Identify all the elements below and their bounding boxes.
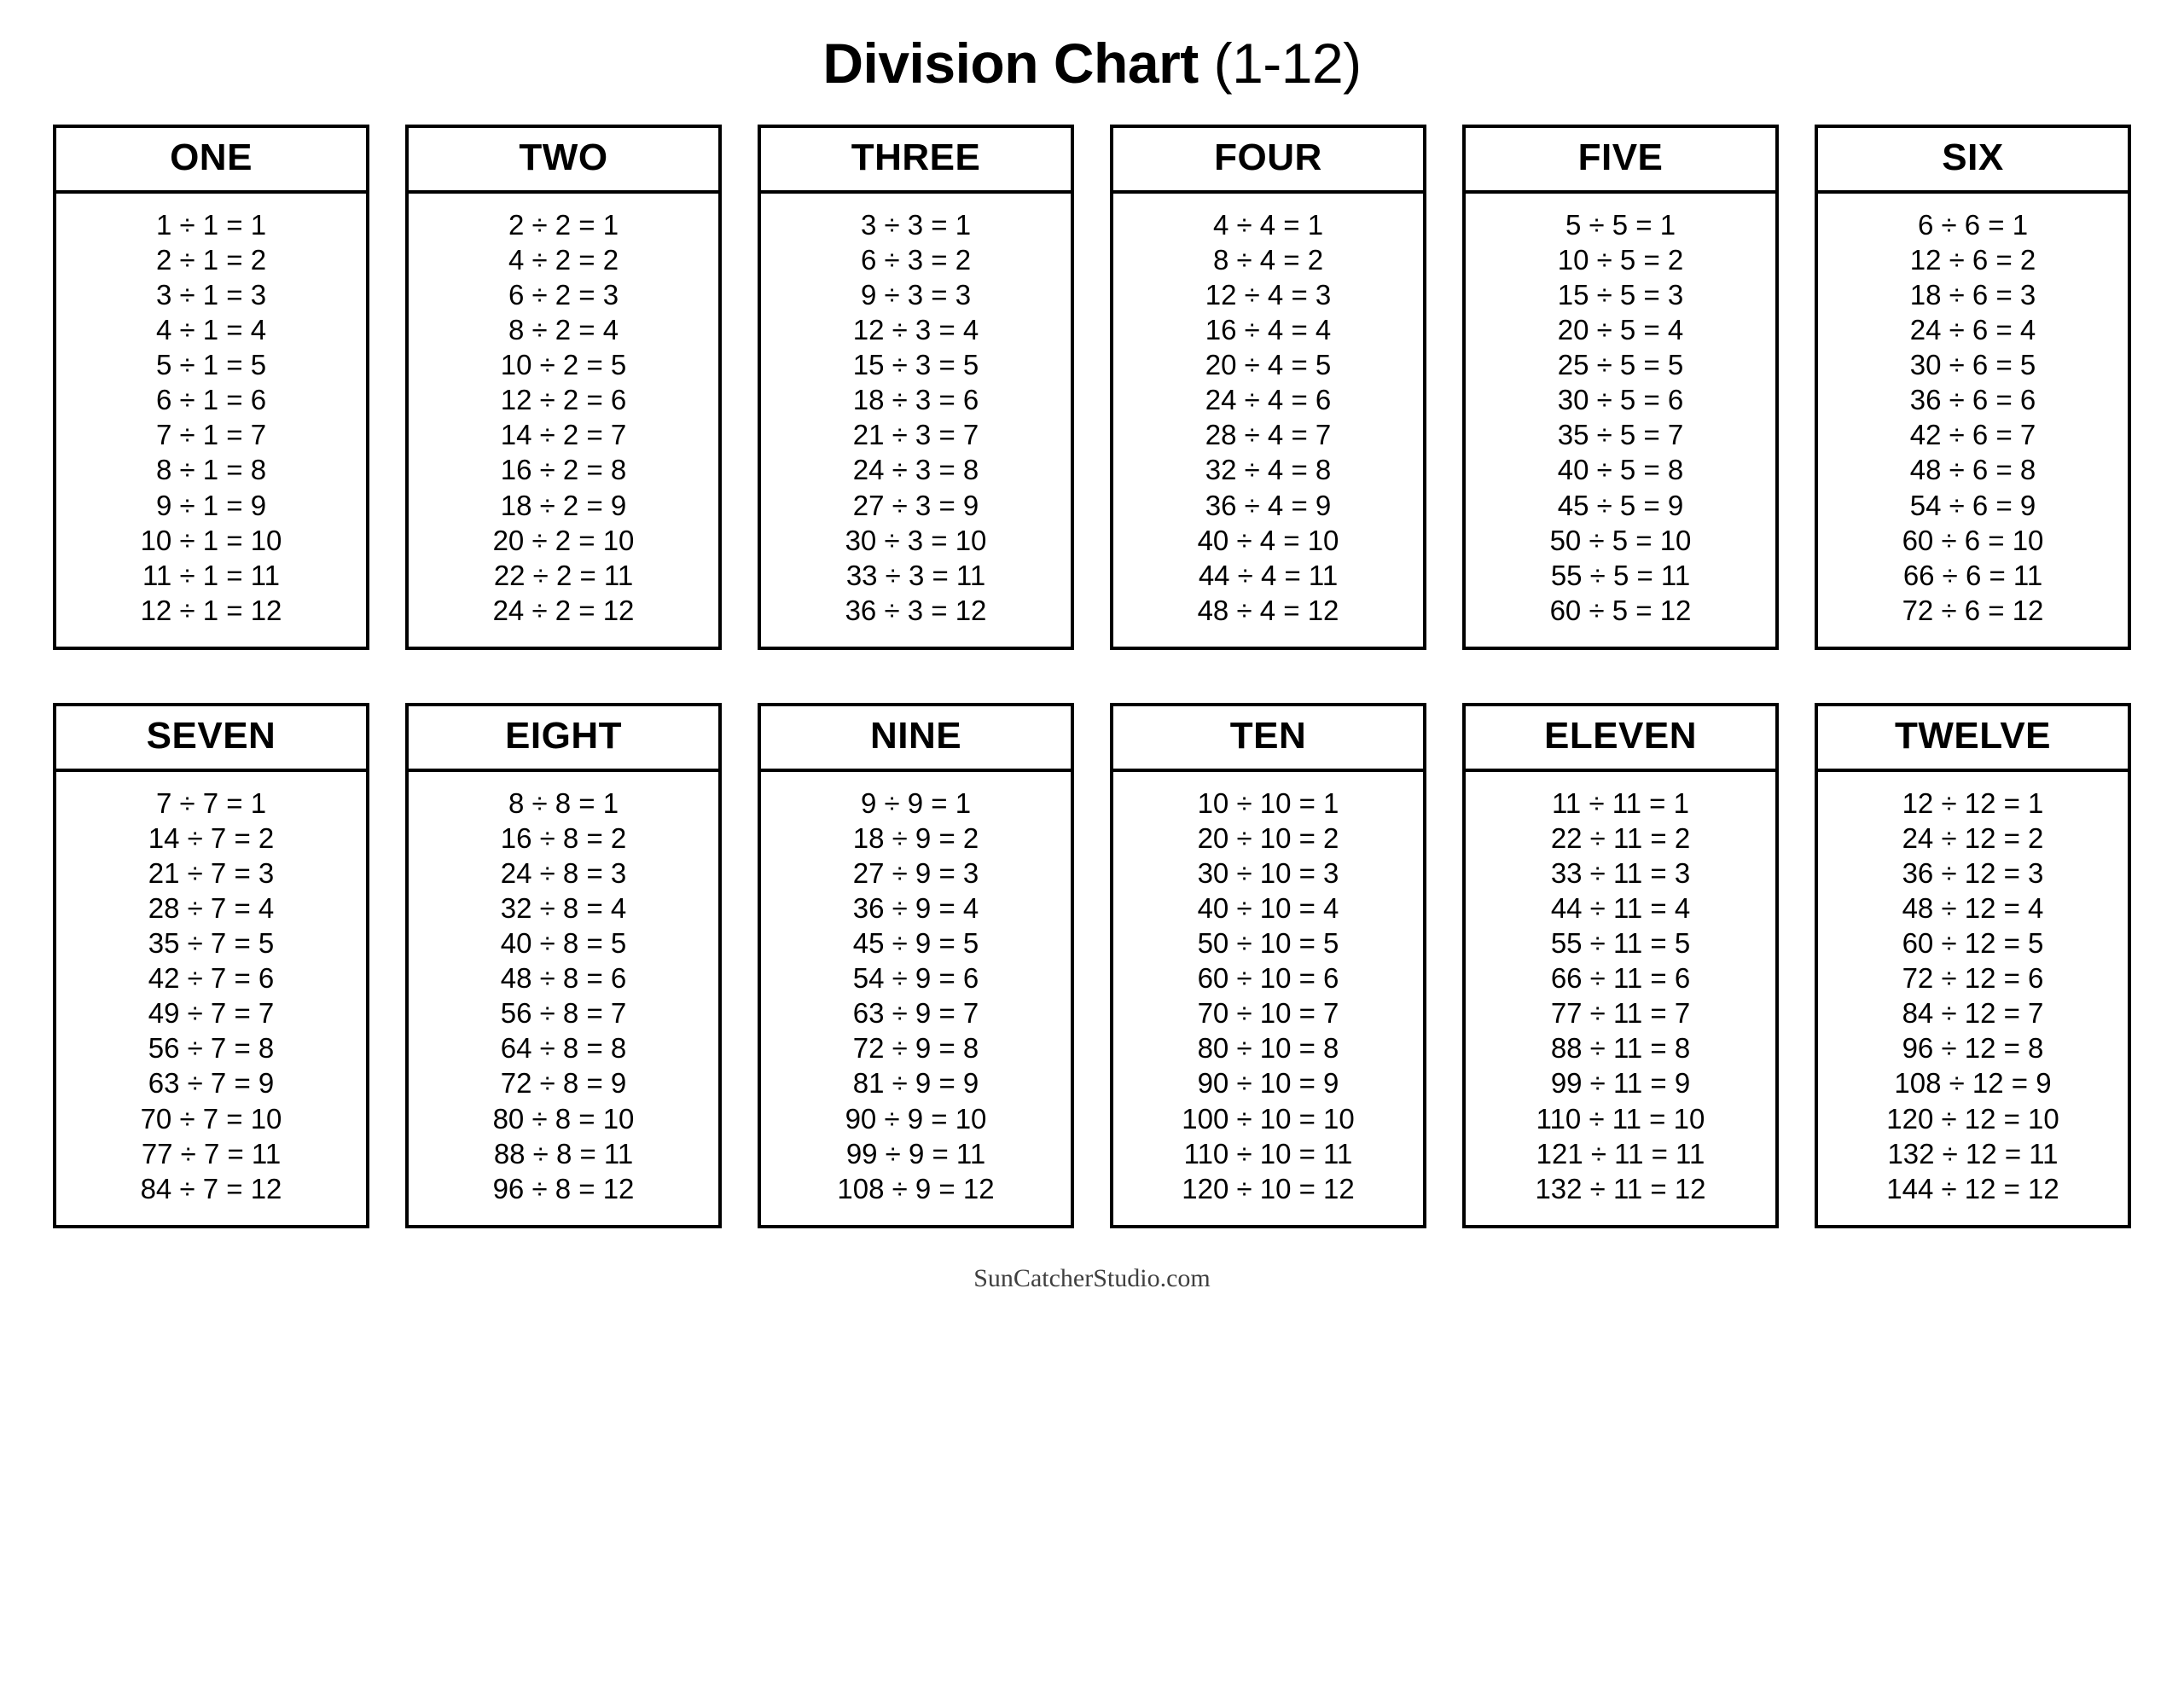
- division-fact-row: 7 ÷ 1 = 7: [155, 419, 267, 451]
- division-fact-row: 90 ÷ 10 = 9: [1197, 1067, 1339, 1100]
- division-fact-row: 20 ÷ 4 = 5: [1205, 349, 1332, 381]
- division-fact-row: 40 ÷ 8 = 5: [500, 927, 627, 960]
- division-fact-row: 10 ÷ 2 = 5: [500, 349, 627, 381]
- division-fact-row: 24 ÷ 3 = 8: [852, 454, 979, 486]
- division-fact-row: 18 ÷ 2 = 9: [500, 489, 627, 521]
- division-fact-row: 35 ÷ 7 = 5: [148, 927, 275, 960]
- division-fact-row: 11 ÷ 11 = 1: [1552, 786, 1689, 819]
- division-table-card: [758, 125, 1074, 650]
- division-fact-row: 48 ÷ 8 = 6: [500, 962, 627, 995]
- division-fact-row: 10 ÷ 10 = 1: [1197, 786, 1339, 819]
- division-fact-row: 22 ÷ 2 = 11: [493, 559, 634, 591]
- division-fact-row: 40 ÷ 10 = 4: [1197, 892, 1339, 925]
- division-fact-row: 96 ÷ 8 = 12: [492, 1172, 635, 1204]
- division-fact-row: 100 ÷ 10 = 10: [1182, 1102, 1355, 1135]
- division-fact-row: 48 ÷ 6 = 8: [1909, 454, 2036, 486]
- division-fact-row: 3 ÷ 1 = 3: [155, 279, 267, 311]
- division-fact-row: 88 ÷ 8 = 11: [493, 1137, 634, 1169]
- division-table-body: [1818, 194, 2128, 647]
- division-fact-row: 99 ÷ 9 = 11: [845, 1137, 986, 1169]
- division-table-card: [1110, 703, 1426, 1228]
- division-fact-row: 55 ÷ 11 = 5: [1550, 927, 1691, 960]
- division-fact-row: 99 ÷ 11 = 9: [1550, 1067, 1691, 1100]
- division-fact-row: 12 ÷ 12 = 1: [1902, 786, 2044, 819]
- division-fact-row: 3 ÷ 3 = 1: [860, 208, 972, 241]
- division-fact-row: 9 ÷ 1 = 9: [155, 489, 267, 521]
- division-fact-row: 15 ÷ 5 = 3: [1557, 279, 1684, 311]
- division-table-header: TWO: [409, 128, 718, 194]
- division-table-card: [758, 703, 1074, 1228]
- division-fact-row: 4 ÷ 1 = 4: [155, 314, 267, 346]
- division-table-body: [56, 194, 366, 647]
- division-table-body: [409, 194, 718, 647]
- division-fact-row: 8 ÷ 4 = 2: [1212, 243, 1324, 276]
- division-fact-row: 108 ÷ 12 = 9: [1894, 1067, 2052, 1100]
- division-fact-row: 84 ÷ 7 = 12: [140, 1172, 282, 1204]
- division-fact-row: 9 ÷ 3 = 3: [860, 279, 972, 311]
- division-fact-row: 132 ÷ 12 = 11: [1887, 1137, 2059, 1169]
- division-fact-row: 30 ÷ 3 = 10: [845, 524, 987, 556]
- division-fact-row: 36 ÷ 3 = 12: [845, 594, 987, 626]
- division-fact-row: 80 ÷ 8 = 10: [492, 1102, 635, 1135]
- division-table-body: [1466, 194, 1775, 647]
- division-table-card: [53, 703, 369, 1228]
- division-fact-row: 60 ÷ 5 = 12: [1549, 594, 1692, 626]
- division-table-card: [1462, 703, 1779, 1228]
- division-fact-row: 80 ÷ 10 = 8: [1197, 1032, 1339, 1065]
- division-fact-row: 56 ÷ 8 = 7: [500, 997, 627, 1030]
- division-fact-row: 120 ÷ 12 = 10: [1886, 1102, 2059, 1135]
- division-fact-row: 110 ÷ 11 = 10: [1536, 1102, 1705, 1135]
- division-fact-row: 24 ÷ 8 = 3: [500, 857, 627, 889]
- division-fact-row: 20 ÷ 2 = 10: [492, 524, 635, 556]
- division-fact-row: 6 ÷ 2 = 3: [508, 279, 619, 311]
- division-fact-row: 15 ÷ 3 = 5: [852, 349, 979, 381]
- division-fact-row: 66 ÷ 11 = 6: [1550, 962, 1691, 995]
- page-title: [53, 32, 2131, 96]
- division-fact-row: 50 ÷ 5 = 10: [1549, 524, 1692, 556]
- division-table-card: [405, 703, 722, 1228]
- page-title-range: (1-12): [1213, 32, 1362, 95]
- division-fact-row: 32 ÷ 8 = 4: [500, 892, 627, 925]
- division-fact-row: 42 ÷ 7 = 6: [148, 962, 275, 995]
- division-fact-row: 36 ÷ 6 = 6: [1909, 384, 2036, 416]
- division-fact-row: 121 ÷ 11 = 11: [1536, 1137, 1705, 1169]
- division-table-card: [1815, 703, 2131, 1228]
- division-table-card: [1815, 125, 2131, 650]
- division-fact-row: 16 ÷ 8 = 2: [500, 821, 627, 854]
- division-fact-row: 30 ÷ 6 = 5: [1909, 349, 2036, 381]
- division-table-body: [1818, 772, 2128, 1225]
- division-fact-row: 20 ÷ 5 = 4: [1557, 314, 1684, 346]
- division-fact-row: 8 ÷ 2 = 4: [508, 314, 619, 346]
- division-fact-row: 32 ÷ 4 = 8: [1205, 454, 1332, 486]
- division-fact-row: 4 ÷ 2 = 2: [508, 243, 619, 276]
- division-fact-row: 40 ÷ 4 = 10: [1197, 524, 1339, 556]
- division-fact-row: 8 ÷ 8 = 1: [508, 786, 619, 819]
- division-fact-row: 60 ÷ 12 = 5: [1902, 927, 2044, 960]
- division-fact-row: 48 ÷ 4 = 12: [1197, 594, 1339, 626]
- division-fact-row: 5 ÷ 5 = 1: [1565, 208, 1676, 241]
- division-table-body: [1113, 194, 1423, 647]
- division-table-card: [53, 125, 369, 650]
- division-table-header: EIGHT: [409, 706, 718, 772]
- division-table-body: [1113, 772, 1423, 1225]
- division-fact-row: 28 ÷ 7 = 4: [148, 892, 275, 925]
- division-fact-row: 36 ÷ 9 = 4: [852, 892, 979, 925]
- division-fact-row: 72 ÷ 9 = 8: [852, 1032, 979, 1065]
- division-fact-row: 24 ÷ 4 = 6: [1205, 384, 1332, 416]
- division-fact-row: 36 ÷ 4 = 9: [1205, 489, 1332, 521]
- division-fact-row: 33 ÷ 3 = 11: [845, 559, 986, 591]
- division-fact-row: 10 ÷ 5 = 2: [1557, 243, 1684, 276]
- division-fact-row: 10 ÷ 1 = 10: [140, 524, 282, 556]
- division-fact-row: 18 ÷ 3 = 6: [852, 384, 979, 416]
- division-fact-row: 50 ÷ 10 = 5: [1197, 927, 1339, 960]
- division-fact-row: 77 ÷ 7 = 11: [141, 1137, 282, 1169]
- division-fact-row: 33 ÷ 11 = 3: [1550, 857, 1691, 889]
- division-fact-row: 66 ÷ 6 = 11: [1902, 559, 2043, 591]
- division-fact-row: 96 ÷ 12 = 8: [1902, 1032, 2044, 1065]
- division-table-card: [405, 125, 722, 650]
- division-fact-row: 88 ÷ 11 = 8: [1550, 1032, 1691, 1065]
- division-fact-row: 40 ÷ 5 = 8: [1557, 454, 1684, 486]
- division-fact-row: 12 ÷ 6 = 2: [1909, 243, 2036, 276]
- division-fact-row: 25 ÷ 5 = 5: [1557, 349, 1684, 381]
- division-fact-row: 18 ÷ 6 = 3: [1909, 279, 2036, 311]
- division-table-body: [409, 772, 718, 1225]
- division-fact-row: 110 ÷ 10 = 11: [1183, 1137, 1353, 1169]
- division-fact-row: 6 ÷ 3 = 2: [860, 243, 972, 276]
- division-table-header: THREE: [761, 128, 1071, 194]
- division-fact-row: 49 ÷ 7 = 7: [148, 997, 275, 1030]
- division-fact-row: 9 ÷ 9 = 1: [860, 786, 972, 819]
- division-fact-row: 44 ÷ 11 = 4: [1550, 892, 1691, 925]
- division-fact-row: 120 ÷ 10 = 12: [1182, 1172, 1355, 1204]
- division-fact-row: 24 ÷ 6 = 4: [1909, 314, 2036, 346]
- division-fact-row: 63 ÷ 7 = 9: [148, 1067, 275, 1100]
- division-fact-row: 8 ÷ 1 = 8: [155, 454, 267, 486]
- division-fact-row: 35 ÷ 5 = 7: [1557, 419, 1684, 451]
- division-fact-row: 24 ÷ 12 = 2: [1902, 821, 2044, 854]
- division-fact-row: 12 ÷ 3 = 4: [852, 314, 979, 346]
- division-fact-row: 132 ÷ 11 = 12: [1535, 1172, 1706, 1204]
- division-fact-row: 54 ÷ 6 = 9: [1909, 489, 2036, 521]
- division-fact-row: 36 ÷ 12 = 3: [1902, 857, 2044, 889]
- division-fact-row: 2 ÷ 2 = 1: [508, 208, 619, 241]
- division-fact-row: 72 ÷ 8 = 9: [500, 1067, 627, 1100]
- division-table-header: SEVEN: [56, 706, 366, 772]
- division-fact-row: 30 ÷ 10 = 3: [1197, 857, 1339, 889]
- division-table-body: [56, 772, 366, 1225]
- division-fact-row: 56 ÷ 7 = 8: [148, 1032, 275, 1065]
- division-table-card: [1110, 125, 1426, 650]
- division-fact-row: 4 ÷ 4 = 1: [1212, 208, 1324, 241]
- division-table-header: SIX: [1818, 128, 2128, 194]
- division-table-header: TEN: [1113, 706, 1423, 772]
- division-fact-row: 60 ÷ 10 = 6: [1197, 962, 1339, 995]
- footer-credit: SunCatcherStudio.com: [973, 1263, 1211, 1292]
- division-fact-row: 30 ÷ 5 = 6: [1557, 384, 1684, 416]
- division-fact-row: 14 ÷ 2 = 7: [500, 419, 627, 451]
- division-fact-row: 55 ÷ 5 = 11: [1550, 559, 1691, 591]
- division-fact-row: 1 ÷ 1 = 1: [155, 208, 267, 241]
- division-fact-row: 54 ÷ 9 = 6: [852, 962, 979, 995]
- division-table-header: ONE: [56, 128, 366, 194]
- division-fact-row: 24 ÷ 2 = 12: [492, 594, 635, 626]
- division-fact-row: 5 ÷ 1 = 5: [155, 349, 267, 381]
- division-fact-row: 108 ÷ 9 = 12: [837, 1172, 995, 1204]
- page-title-main: Division Chart: [822, 32, 1199, 95]
- division-table-header: NINE: [761, 706, 1071, 772]
- division-fact-row: 27 ÷ 9 = 3: [852, 857, 979, 889]
- division-fact-row: 42 ÷ 6 = 7: [1909, 419, 2036, 451]
- division-fact-row: 11 ÷ 1 = 11: [142, 559, 280, 591]
- division-fact-row: 77 ÷ 11 = 7: [1550, 997, 1691, 1030]
- division-fact-row: 70 ÷ 7 = 10: [140, 1102, 282, 1135]
- division-fact-row: 144 ÷ 12 = 12: [1886, 1172, 2059, 1204]
- division-fact-row: 70 ÷ 10 = 7: [1197, 997, 1339, 1030]
- division-fact-row: 64 ÷ 8 = 8: [500, 1032, 627, 1065]
- division-fact-row: 22 ÷ 11 = 2: [1550, 821, 1691, 854]
- division-fact-row: 63 ÷ 9 = 7: [852, 997, 979, 1030]
- division-fact-row: 21 ÷ 3 = 7: [852, 419, 979, 451]
- division-fact-row: 81 ÷ 9 = 9: [852, 1067, 979, 1100]
- division-fact-row: 45 ÷ 5 = 9: [1557, 489, 1684, 521]
- division-fact-row: 12 ÷ 4 = 3: [1205, 279, 1332, 311]
- division-fact-row: 12 ÷ 1 = 12: [140, 594, 282, 626]
- division-table-card: [1462, 125, 1779, 650]
- division-fact-row: 12 ÷ 2 = 6: [500, 384, 627, 416]
- division-fact-row: 7 ÷ 7 = 1: [155, 786, 267, 819]
- division-fact-row: 27 ÷ 3 = 9: [852, 489, 979, 521]
- division-fact-row: 84 ÷ 12 = 7: [1902, 997, 2044, 1030]
- division-fact-row: 16 ÷ 4 = 4: [1205, 314, 1332, 346]
- division-table-body: [1466, 772, 1775, 1225]
- division-fact-row: 20 ÷ 10 = 2: [1197, 821, 1339, 854]
- division-fact-row: 2 ÷ 1 = 2: [155, 243, 267, 276]
- division-fact-row: 90 ÷ 9 = 10: [845, 1102, 987, 1135]
- division-table-header: FOUR: [1113, 128, 1423, 194]
- division-fact-row: 16 ÷ 2 = 8: [500, 454, 627, 486]
- division-table-body: [761, 194, 1071, 647]
- division-table-header: FIVE: [1466, 128, 1775, 194]
- division-fact-row: 45 ÷ 9 = 5: [852, 927, 979, 960]
- division-tables-grid: [53, 125, 2131, 1228]
- division-fact-row: 14 ÷ 7 = 2: [148, 821, 275, 854]
- division-fact-row: 48 ÷ 12 = 4: [1902, 892, 2044, 925]
- division-fact-row: 6 ÷ 1 = 6: [155, 384, 267, 416]
- division-fact-row: 21 ÷ 7 = 3: [148, 857, 275, 889]
- division-fact-row: 6 ÷ 6 = 1: [1917, 208, 2029, 241]
- division-fact-row: 44 ÷ 4 = 11: [1198, 559, 1339, 591]
- division-fact-row: 18 ÷ 9 = 2: [852, 821, 979, 854]
- division-fact-row: 28 ÷ 4 = 7: [1205, 419, 1332, 451]
- division-fact-row: 72 ÷ 6 = 12: [1902, 594, 2044, 626]
- division-fact-row: 60 ÷ 6 = 10: [1902, 524, 2044, 556]
- division-fact-row: 72 ÷ 12 = 6: [1902, 962, 2044, 995]
- division-table-header: ELEVEN: [1466, 706, 1775, 772]
- division-table-body: [761, 772, 1071, 1225]
- division-table-header: TWELVE: [1818, 706, 2128, 772]
